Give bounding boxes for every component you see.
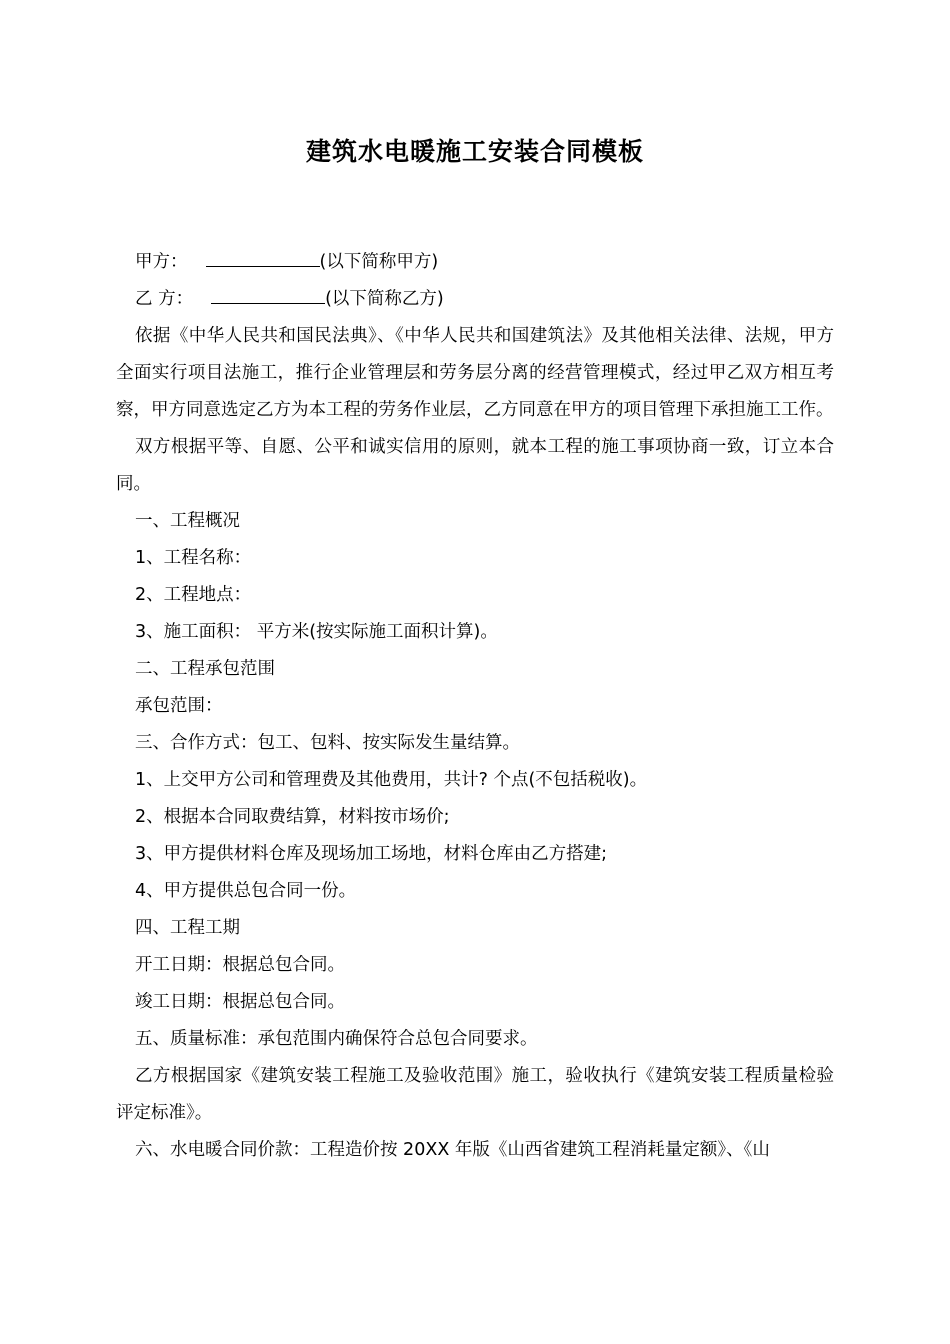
- party-a-label: 甲方：: [135, 252, 188, 272]
- section-heading-price: 六、水电暖合同价款：工程造价按 20XX 年版《山西省建筑工程消耗量定额》、《山: [135, 1140, 770, 1160]
- party-a-blank: [206, 246, 320, 267]
- paragraph-quality-detail: 乙方根据国家《建筑安装工程施工及验收范围》施工，验收执行《建筑安装工程质量检验评定标准》。: [116, 1066, 834, 1123]
- list-item: 1、工程名称：: [135, 548, 252, 568]
- section-heading-scope: 二、工程承包范围: [135, 659, 275, 679]
- document-title: 建筑水电暖施工安装合同模板: [305, 137, 644, 166]
- section-heading-cooperation: 三、合作方式：包工、包料、按实际发生量结算。: [135, 733, 520, 753]
- list-item: 1、上交甲方公司和管理费及其他费用，共计? 个点(不包括税收)。: [135, 770, 648, 790]
- section-heading-overview: 一、工程概况: [135, 511, 240, 531]
- list-item: 2、工程地点：: [135, 585, 252, 605]
- section-heading-schedule: 四、工程工期: [135, 918, 240, 938]
- document-body: [116, 244, 834, 1169]
- paragraph-legal-basis: 依据《中华人民共和国民法典》、《中华人民共和国建筑法》及其他相关法律、法规，甲方全面实行项目法施工，推行企业管理层和劳务层分离的经营管理模式，经过甲乙双方相互考察，甲方同意选定乙方为本工程的劳务作业层，乙方同意在甲方的项目管理下承担施工工作。: [116, 326, 834, 420]
- list-item: 开工日期：根据总包合同。: [135, 955, 345, 975]
- party-b-line: [116, 281, 834, 318]
- party-b-label: 乙 方：: [135, 289, 194, 309]
- list-item: 承包范围：: [135, 696, 223, 716]
- list-item: 2、根据本合同取费结算，材料按市场价;: [135, 807, 450, 827]
- paragraph-principles: 双方根据平等、自愿、公平和诚实信用的原则，就本工程的施工事项协商一致，订立本合同。: [116, 437, 834, 494]
- section-heading-quality: 五、质量标准：承包范围内确保符合总包合同要求。: [135, 1029, 538, 1049]
- party-a-line: [116, 244, 834, 281]
- party-b-suffix: (以下简称乙方): [325, 289, 444, 309]
- party-a-suffix: (以下简称甲方): [319, 252, 439, 272]
- party-b-blank: [211, 283, 325, 304]
- list-item: 3、施工面积： 平方米(按实际施工面积计算)。: [135, 622, 498, 642]
- list-item: 竣工日期：根据总包合同。: [135, 992, 345, 1012]
- list-item: 4、甲方提供总包合同一份。: [135, 881, 357, 901]
- list-item: 3、甲方提供材料仓库及现场加工场地，材料仓库由乙方搭建;: [135, 844, 608, 864]
